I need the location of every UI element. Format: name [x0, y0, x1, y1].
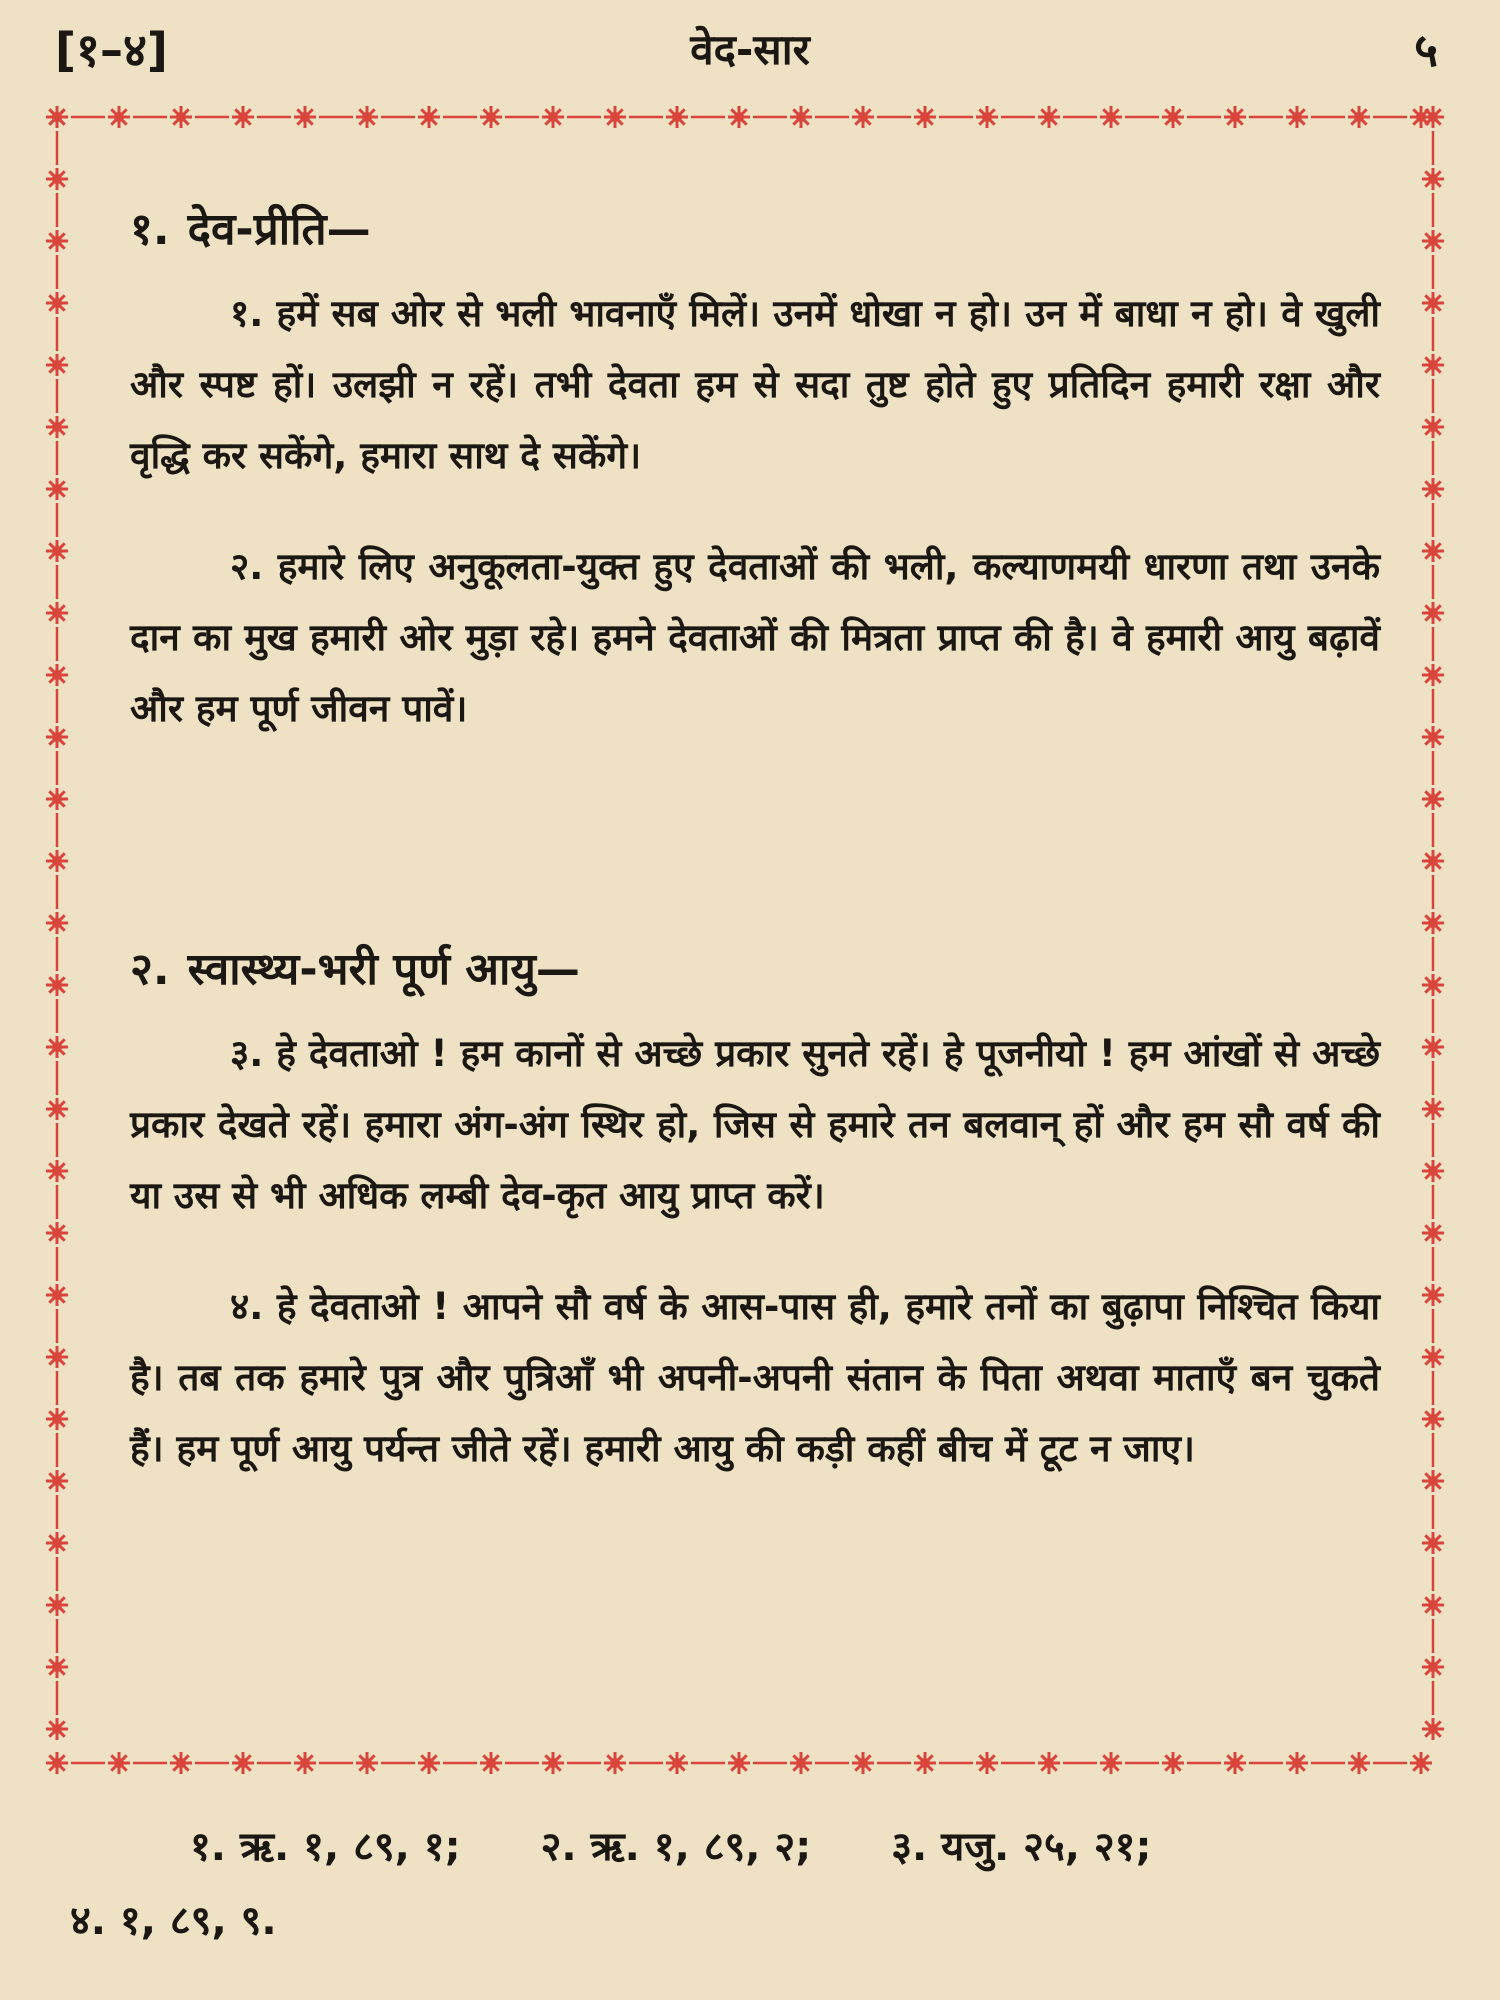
border-motif	[46, 1718, 68, 1740]
border-top	[40, 100, 1450, 134]
border-motif	[1422, 1284, 1444, 1306]
footnote: ३. यजु. २५, २१;	[891, 1824, 1152, 1870]
section-heading-text: स्वास्थ्य-भरी पूर्ण आयु—	[187, 944, 580, 995]
border-motif	[1422, 1408, 1444, 1430]
border-motif	[1162, 106, 1184, 128]
border-motif	[1422, 1470, 1444, 1492]
verse-paragraph: ४. हे देवताओ ! आपने सौ वर्ष के आस-पास ही, हमारे तनों का बुढ़ापा निश्चित किया है। तब तक हमारे पुत्र और पुत्रिआँ भी अपनी-अपनी संतान के पिता अथवा माताएँ बन चुकते हैं। हम पूर्ण आयु पर्यन्त जीते रहें। हमारी आयु की कड़ी कहीं बीच में टूट न जाए।	[130, 1285, 1380, 1470]
border-motif	[914, 106, 936, 128]
border-motif	[1422, 1098, 1444, 1120]
border-motif	[1422, 416, 1444, 438]
border-motif	[46, 1656, 68, 1678]
border-motif	[108, 106, 130, 128]
border-motif	[170, 1752, 192, 1774]
border-motif	[1286, 106, 1308, 128]
border-motif	[1422, 354, 1444, 376]
border-motif	[914, 1752, 936, 1774]
border-motif	[1422, 664, 1444, 686]
border-motif	[852, 1752, 874, 1774]
border-motif	[852, 106, 874, 128]
border-motif	[542, 106, 564, 128]
border-motif	[976, 1752, 998, 1774]
page-number: ५	[1414, 23, 1438, 77]
border-motif	[1348, 1752, 1370, 1774]
border-motif	[1422, 1532, 1444, 1554]
border-motif	[1422, 788, 1444, 810]
footnote-line	[70, 1884, 277, 1958]
verse-paragraph: १. हमें सब ओर से भली भावनाएँ मिलें। उनमें धोखा न हो। उन में बाधा न हो। वे खुली और स्पष्ट हों। उलझी न रहें। तभी देवता हम से सदा तुष्ट होते हुए प्रतिदिन हमारी रक्षा और वृद्धि कर सकेंगे, हमारा साथ दे सकेंगे।	[130, 292, 1380, 477]
section-heading-number: १.	[130, 204, 170, 255]
footnote-line	[190, 1810, 1231, 1884]
border-motif	[790, 106, 812, 128]
border-motif	[1422, 974, 1444, 996]
page-title: वेद-सार	[690, 25, 810, 74]
border-motif	[1286, 1752, 1308, 1774]
border-motif	[232, 106, 254, 128]
border-motif	[1422, 1222, 1444, 1244]
border-motif	[1422, 1036, 1444, 1058]
border-motif	[46, 478, 68, 500]
footnote: ४. १, ८९, ९.	[70, 1898, 277, 1944]
border-motif	[1422, 602, 1444, 624]
border-motif	[46, 912, 68, 934]
border-motif	[46, 354, 68, 376]
border-motif	[666, 106, 688, 128]
border-motif	[1422, 292, 1444, 314]
border-motif	[1038, 106, 1060, 128]
border-motif	[46, 726, 68, 748]
border-motif	[46, 974, 68, 996]
border-motif	[170, 106, 192, 128]
border-motif	[1224, 106, 1246, 128]
border-motif	[1422, 850, 1444, 872]
border-motif	[790, 1752, 812, 1774]
border-motif	[46, 1160, 68, 1182]
border-motif	[46, 788, 68, 810]
border-motif	[46, 850, 68, 872]
footnote: १. ऋ. १, ८९, १;	[190, 1824, 461, 1870]
border-motif	[108, 1752, 130, 1774]
border-motif	[480, 1752, 502, 1774]
page-header	[0, 18, 1500, 88]
border-bottom	[40, 1746, 1450, 1780]
border-motif	[232, 1752, 254, 1774]
border-motif	[294, 1752, 316, 1774]
border-motif	[1422, 1346, 1444, 1368]
border-motif	[418, 1752, 440, 1774]
border-motif	[1422, 106, 1444, 128]
border-motif	[1422, 168, 1444, 190]
verse-paragraph: २. हमारे लिए अनुकूलता-युक्त हुए देवताओं की भली, कल्याणमयी धारणा तथा उनके दान का मुख हमारी ओर मुड़ा रहे। हमने देवताओं की मित्रता प्राप्त की है। वे हमारी आयु बढ़ावें और हम पूर्ण जीवन पावें।	[130, 545, 1380, 730]
border-motif	[46, 1470, 68, 1492]
border-motif	[480, 106, 502, 128]
border-motif	[728, 1752, 750, 1774]
border-motif	[1422, 1656, 1444, 1678]
border-motif	[46, 168, 68, 190]
border-motif	[356, 1752, 378, 1774]
border-motif	[46, 1098, 68, 1120]
border-motif	[1422, 540, 1444, 562]
border-motif	[1422, 726, 1444, 748]
border-motif	[46, 540, 68, 562]
section-heading	[130, 940, 1380, 1000]
border-motif	[1422, 1160, 1444, 1182]
border-motif	[294, 106, 316, 128]
section-heading-text: देव-प्रीति—	[187, 204, 371, 255]
verse-paragraph: ३. हे देवताओ ! हम कानों से अच्छे प्रकार सुनते रहें। हे पूजनीयो ! हम आंखों से अच्छे प्रकार देखते रहें। हमारा अंग-अंग स्थिर हो, जिस से हमारे तन बलवान् हों और हम सौ वर्ष की या उस से भी अधिक लम्बी देव-कृत आयु प्राप्त करें।	[130, 1032, 1380, 1217]
border-motif	[1422, 1594, 1444, 1616]
border-motif	[46, 230, 68, 252]
border-motif	[46, 1408, 68, 1430]
border-motif	[46, 1594, 68, 1616]
border-motif	[1224, 1752, 1246, 1774]
border-motif	[1038, 1752, 1060, 1774]
border-motif	[46, 1532, 68, 1554]
border-motif	[46, 602, 68, 624]
section-purna-ayu	[130, 940, 1380, 1484]
border-motif	[1348, 106, 1370, 128]
footnote: २. ऋ. १, ८९, २;	[540, 1824, 812, 1870]
border-motif	[1100, 1752, 1122, 1774]
section-heading	[130, 200, 1380, 260]
border-motif	[46, 416, 68, 438]
border-motif	[356, 106, 378, 128]
border-motif	[1422, 912, 1444, 934]
border-motif	[604, 106, 626, 128]
border-right	[1416, 100, 1450, 1780]
border-motif	[604, 1752, 626, 1774]
border-motif	[46, 1284, 68, 1306]
border-motif	[728, 106, 750, 128]
border-motif	[1422, 230, 1444, 252]
section-deva-priti	[130, 200, 1380, 744]
border-left	[40, 100, 74, 1780]
border-motif	[46, 292, 68, 314]
border-motif	[46, 1222, 68, 1244]
section-heading-number: २.	[130, 944, 170, 995]
border-motif	[542, 1752, 564, 1774]
border-motif	[666, 1752, 688, 1774]
border-motif	[46, 1036, 68, 1058]
border-motif	[1422, 478, 1444, 500]
border-motif	[1422, 1718, 1444, 1740]
border-motif	[1100, 106, 1122, 128]
border-motif	[46, 1346, 68, 1368]
border-motif	[46, 664, 68, 686]
border-motif	[976, 106, 998, 128]
border-motif	[1162, 1752, 1184, 1774]
section-range: [१–४]	[55, 23, 168, 77]
border-motif	[418, 106, 440, 128]
border-motif	[46, 106, 68, 128]
